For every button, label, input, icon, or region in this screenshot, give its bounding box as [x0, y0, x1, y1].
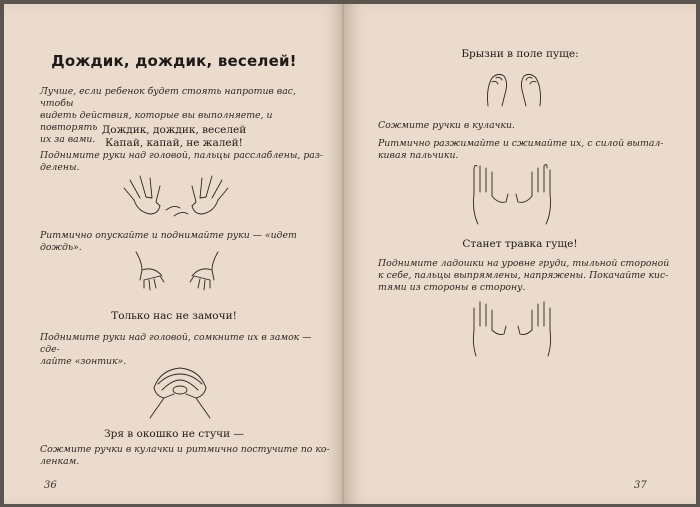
instruction-line: тями из стороны в сторону.	[378, 282, 526, 293]
instruction-4	[40, 444, 330, 468]
instruction-3	[378, 258, 688, 294]
pushed-fingers-illustration	[468, 160, 556, 226]
intro-line: Лучше, если ребенок будет стоять напротив вас, чтобы	[40, 86, 296, 109]
left-page	[4, 4, 344, 504]
instruction-2	[378, 138, 678, 162]
instruction-line: Ритмично разжимайте и сжимайте их, с силой вытал-	[378, 138, 664, 149]
lowered-hands-illustration	[132, 248, 222, 292]
palms-chest-illustration	[468, 296, 556, 358]
instruction-line: Поднимите руки над головой, сомкните их в замок — сде-	[40, 332, 312, 355]
verse-line: Капай, капай, не жалей!	[105, 137, 243, 149]
page-number: 37	[634, 480, 647, 491]
verse-2: Станет травка гуще!	[462, 238, 578, 250]
verse-1	[4, 124, 344, 150]
verse-2: Только нас не замочи!	[111, 310, 237, 322]
intro-line: видеть действия, которые вы выполняете, и повторять	[40, 110, 273, 133]
instruction-line: Сожмите ручки в кулачки и ритмично постучите по ко-	[40, 444, 330, 455]
verse-line: Дождик, дождик, веселей	[101, 124, 247, 136]
interlocked-hands-illustration	[140, 360, 220, 420]
instruction-line: к себе, пальцы выпрямлены, напряжены. Покачайте кис-	[378, 270, 669, 281]
page-number: 36	[44, 480, 57, 491]
instruction-line: Поднимите руки над головой, пальцы расслаблены, раз-	[40, 150, 324, 161]
instruction-line: Поднимите ладошки на уровне груди, тыльной стороной	[378, 258, 670, 269]
fists-illustration	[484, 68, 544, 108]
instruction-line: лайте «зонтик».	[40, 356, 127, 367]
right-page	[344, 4, 696, 504]
instruction-line: делены.	[40, 162, 80, 173]
verse-3: Зря в окошко не стучи —	[104, 428, 244, 440]
instruction-line: Ритмично опускайте и поднимайте руки — «идет	[40, 230, 297, 241]
intro-line: их за вами.	[40, 134, 96, 145]
instruction-line: кивая пальчики.	[378, 150, 459, 161]
instruction-line: дождь».	[40, 242, 82, 253]
verse-1: Брызни в поле пуще:	[461, 48, 579, 60]
page-title: Дождик, дождик, веселей!	[51, 52, 297, 70]
instruction-line: ленкам.	[40, 456, 80, 467]
instruction-1: Сожмите ручки в кулачки.	[378, 120, 515, 131]
open-hands-illustration	[116, 170, 236, 222]
